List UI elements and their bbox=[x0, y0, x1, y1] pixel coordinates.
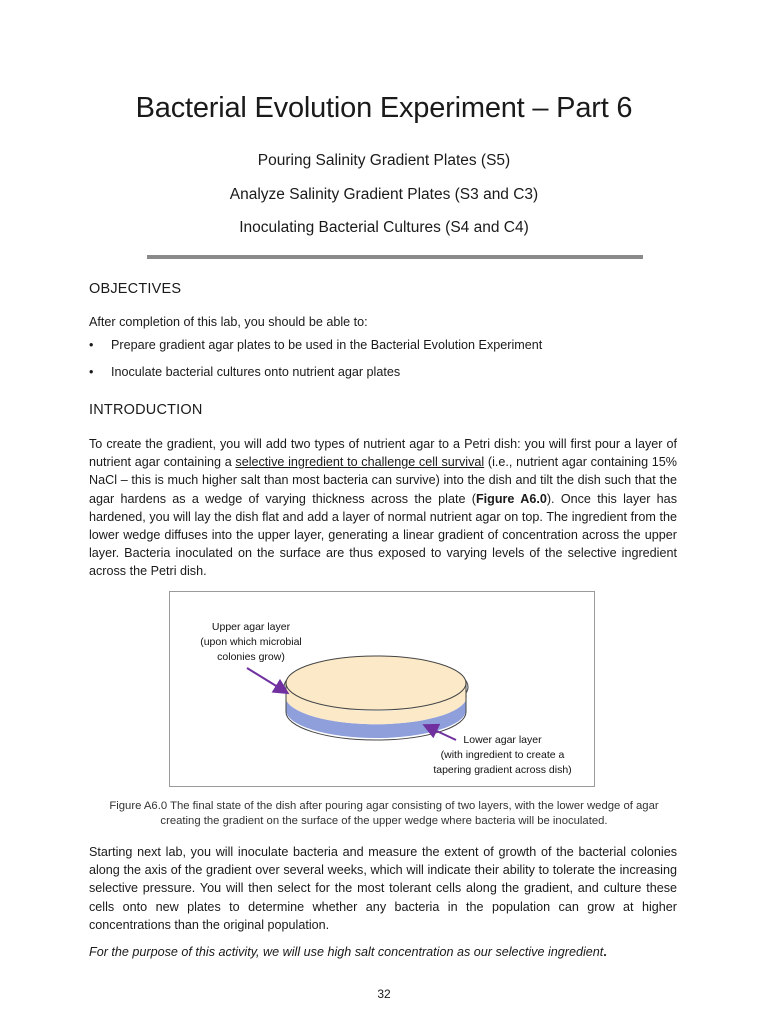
body-paragraph: Starting next lab, you will inoculate bacteria and measure the extent of growth of the bacterial colonies along the axis of the gradient over several weeks, which will indicate their ability to tolerate the increasing selective pressure. You will then select for the most tolerant cells along the gradient, and culture these cells onto new plates to determine whether any bacteria in the population can grow at higher concentrations than the original population. bbox=[89, 845, 677, 932]
upper-agar-surface bbox=[286, 656, 466, 710]
upper-layer-arrow bbox=[247, 668, 286, 692]
salt-note-text: For the purpose of this activity, we will use high salt concentration as our selective ingredient bbox=[89, 945, 604, 959]
objective-item-text: Inoculate bacterial cultures onto nutrient agar plates bbox=[111, 365, 401, 379]
salt-note-period: . bbox=[603, 945, 607, 959]
bullet-icon: • bbox=[89, 365, 94, 379]
intro-text-3: ). Once this layer has hardened, you will lay the dish flat and add a layer of normal nutrient agar on top. The ingredient from the lower wedge diffuses into the upper layer, generating a linear gradient of concentration across the upper layer. Bacteria inoculated on the surface are thus exposed to varying levels of the selective ingredient across the Petri dish. bbox=[89, 491, 677, 579]
objective-item bbox=[89, 338, 542, 352]
intro-text-2: (i.e., nutrient agar containing 15% NaCl – this is much higher salt than most bacteria can survive) into the dish and tilt the dish such that the agar hardens as a wedge of varying thickness across the plate ( bbox=[89, 455, 677, 506]
title-divider bbox=[147, 255, 643, 259]
figure-caption: Figure A6.0 The final state of the dish after pouring agar consisting of two layers, with the lower wedge of agar creating the gradient on the surface of the upper wedge where bacteria will be inoculated. bbox=[109, 800, 659, 827]
page-number: 32 bbox=[377, 987, 391, 1001]
subtitle-3: Inoculating Bacterial Cultures (S4 and C4) bbox=[239, 219, 529, 236]
subtitle-1: Pouring Salinity Gradient Plates (S5) bbox=[257, 152, 511, 169]
selective-ingredient-underline: selective ingredient to challenge cell survival bbox=[235, 455, 485, 470]
figure-petri-dish bbox=[169, 591, 595, 787]
objectives-intro: After completion of this lab, you should be able to: bbox=[89, 315, 368, 329]
bullet-icon: • bbox=[89, 338, 94, 352]
intro-text-1: To create the gradient, you will add two types of nutrient agar to a Petri dish: you will first pour a layer of nutrient agar containing a bbox=[89, 437, 677, 470]
objective-item bbox=[89, 365, 400, 379]
upper-layer-label: Upper agar layer (upon which microbial colonies grow) bbox=[200, 621, 302, 663]
subtitle-2: Analyze Salinity Gradient Plates (S3 and C3) bbox=[229, 186, 539, 203]
introduction-heading: INTRODUCTION bbox=[89, 402, 203, 418]
lower-layer-label: Lower agar layer (with ingredient to create a tapering gradient across dish) bbox=[433, 734, 572, 776]
page-title: Bacterial Evolution Experiment – Part 6 bbox=[135, 92, 633, 124]
introduction-paragraph bbox=[89, 435, 677, 581]
salt-note bbox=[89, 943, 677, 961]
figure-reference: Figure A6.0 bbox=[475, 491, 547, 506]
objective-item-text: Prepare gradient agar plates to be used in the Bacterial Evolution Experiment bbox=[111, 338, 543, 352]
objectives-heading: OBJECTIVES bbox=[89, 281, 182, 297]
